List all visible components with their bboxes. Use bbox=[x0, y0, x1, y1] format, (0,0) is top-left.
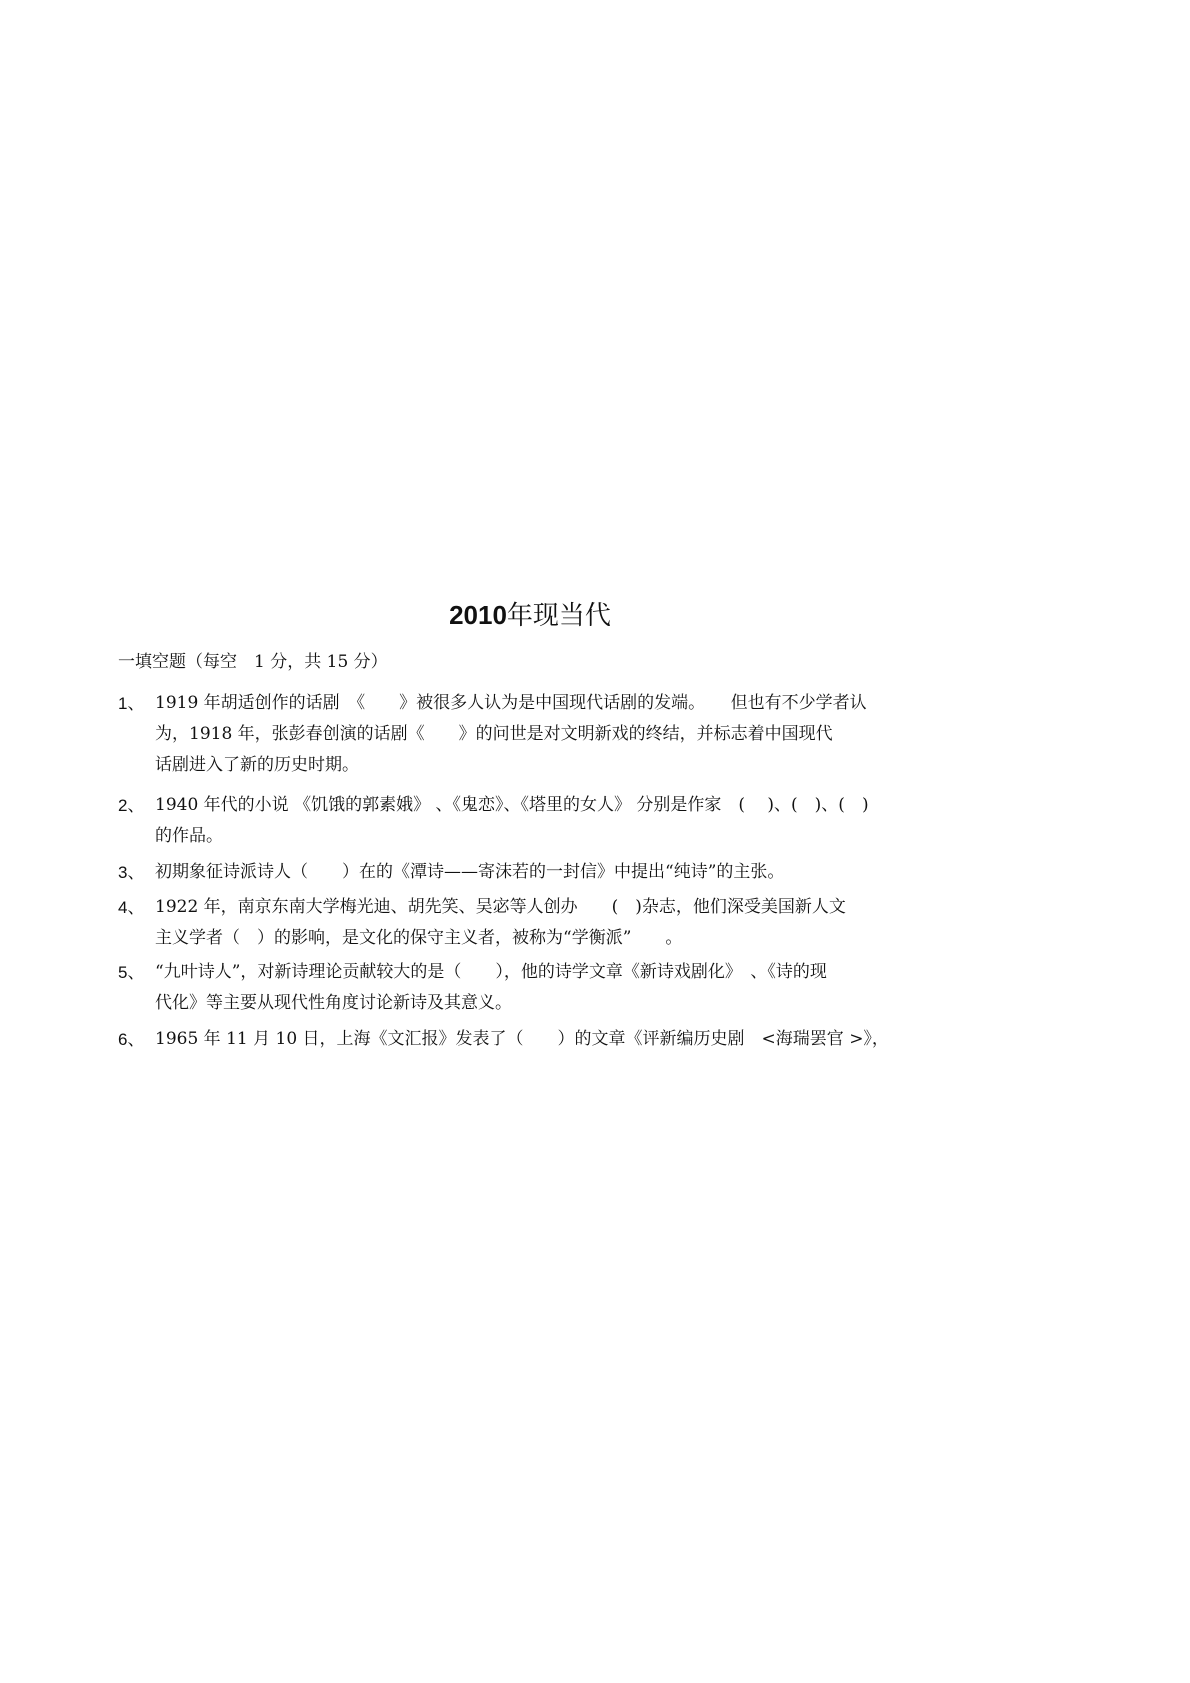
question-line: 1965 年 11 月 10 日，上海《文汇报》发表了（ ）的文章《评新编历史剧 <海瑞罢官 >》， bbox=[155, 1029, 889, 1049]
question-line: “九叶诗人”，对新诗理论贡献较大的是（ ），他的诗学文章《新诗戏剧化》 、《诗的现 bbox=[155, 962, 827, 982]
section-heading: 一填空题（每空 1 分，共 15 分） bbox=[118, 652, 388, 672]
question-number: 4、 bbox=[118, 898, 145, 917]
question-5 bbox=[118, 957, 978, 1019]
question-line: 1919 年胡适创作的话剧 《 》被很多人认为是中国现代话剧的发端。 但也有不少学者认 bbox=[155, 693, 867, 713]
document-title bbox=[0, 598, 1060, 633]
question-line: 的作品。 bbox=[155, 826, 223, 846]
question-line: 1922 年，南京东南大学梅光迪、胡先笑、吴宓等人创办 ( )杂志，他们深受美国新人文 bbox=[155, 897, 846, 917]
question-3 bbox=[118, 857, 978, 888]
question-6 bbox=[118, 1024, 978, 1055]
question-line: 话剧进入了新的历史时期。 bbox=[155, 755, 359, 775]
question-number: 5、 bbox=[118, 963, 145, 982]
question-number: 2、 bbox=[118, 796, 145, 815]
title-text: 年现当代 bbox=[506, 601, 611, 631]
question-line: 初期象征诗派诗人（ ）在的《潭诗——寄沫若的一封信》中提出“纯诗”的主张。 bbox=[155, 862, 785, 882]
title-year: 2010 bbox=[449, 600, 507, 630]
question-number: 3、 bbox=[118, 863, 145, 882]
question-number: 1、 bbox=[118, 694, 145, 713]
question-number: 6、 bbox=[118, 1030, 145, 1049]
question-line: 1940 年代的小说 《饥饿的郭素娥》 、《鬼恋》、《塔里的女人》 分别是作家 ( )、( )、( ) bbox=[155, 795, 869, 815]
question-line: 主义学者（ ）的影响，是文化的保守主义者，被称为“学衡派” 。 bbox=[155, 928, 683, 948]
question-1 bbox=[118, 688, 978, 781]
question-line: 代化》等主要从现代性角度讨论新诗及其意义。 bbox=[155, 993, 512, 1013]
question-2 bbox=[118, 790, 978, 852]
question-4 bbox=[118, 892, 978, 954]
question-line: 为，1918 年，张彭春创演的话剧《 》的问世是对文明新戏的终结，并标志着中国现代 bbox=[155, 724, 833, 744]
